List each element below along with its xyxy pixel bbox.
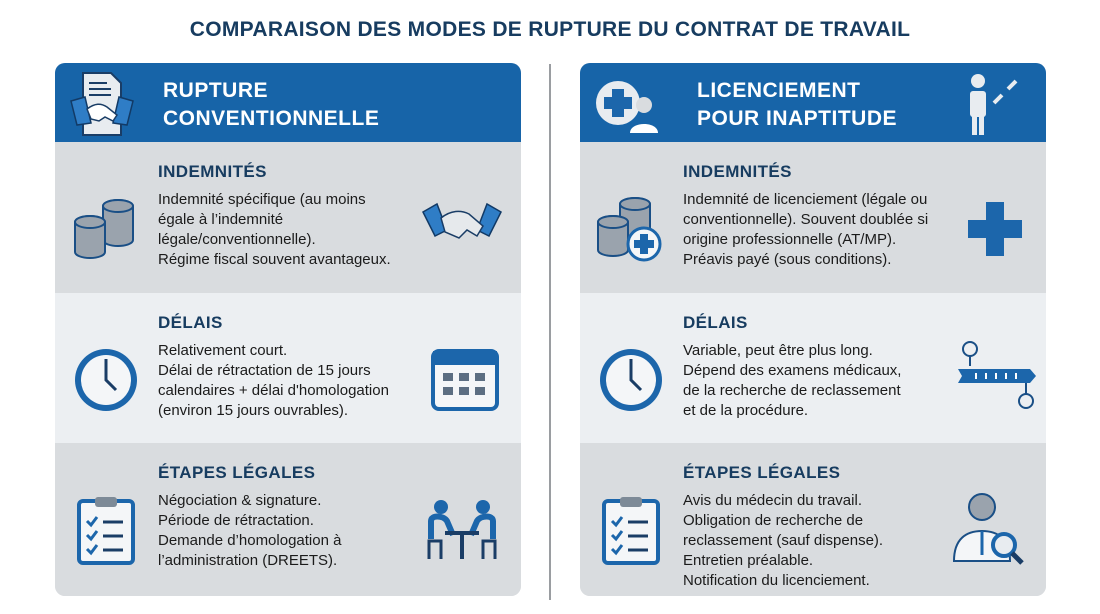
section-heading: DÉLAIS (158, 313, 223, 332)
section-heading: ÉTAPES LÉGALES (683, 463, 841, 482)
medical-cross-icon (956, 188, 1038, 266)
meeting-icon (421, 489, 503, 567)
column-divider (549, 64, 551, 600)
section-indemnites (55, 142, 521, 293)
section-heading: DÉLAIS (683, 313, 748, 332)
coins-medical-icon (596, 194, 666, 264)
section-heading: INDEMNITÉS (683, 162, 792, 181)
section-text: Indemnité de licenciement (légale ou conventionnelle). Souvent doublée si origine professionnelle (AT/MP). Préavis payé (sous conditions). (683, 191, 929, 268)
document-handshake-icon (69, 69, 135, 137)
section-heading: INDEMNITÉS (158, 162, 267, 181)
card-title: RUPTURE CONVENTIONNELLE (163, 79, 380, 130)
card-title: LICENCIEMENT POUR INAPTITUDE (697, 79, 898, 130)
clock-icon (71, 345, 141, 415)
checklist-icon (596, 495, 666, 565)
card-rupture-conventionnelle (55, 63, 521, 596)
coins-icon (71, 194, 141, 264)
section-heading: ÉTAPES LÉGALES (158, 463, 316, 482)
section-text: Indemnité spécifique (au moins égale à l’indemnité légale/conventionnelle). Régime fiscal souvent avantageux. (158, 191, 391, 268)
calendar-icon (421, 339, 503, 417)
section-delais (580, 293, 1046, 443)
handshake-icon (421, 188, 503, 266)
timeline-icon (956, 339, 1038, 417)
page-title: COMPARAISON DES MODES DE RUPTURE DU CONTRAT DE TRAVAIL (189, 18, 911, 41)
person-broken-chain-icon (964, 69, 1024, 137)
clock-icon (596, 345, 666, 415)
section-etapes-legales (580, 443, 1046, 596)
section-indemnites (580, 142, 1046, 293)
section-text: Négociation & signature. Période de rétractation. Demande d’homologation à l’administration (DREETS). (158, 492, 342, 569)
section-text: Relativement court. Délai de rétractation de 15 jours calendaires + délai d'homologation (environ 15 jours ouvrables). (158, 342, 389, 419)
section-etapes-legales (55, 443, 521, 596)
medical-doctor-icon (594, 69, 660, 137)
section-delais (55, 293, 521, 443)
section-text: Avis du médecin du travail. Obligation de recherche de reclassement (sauf dispense). Entretien préalable. Notification du licenciement. (683, 492, 884, 589)
card-header (580, 63, 1046, 142)
card-licenciement-inaptitude (580, 63, 1046, 596)
card-header (55, 63, 521, 142)
section-text: Variable, peut être plus long. Dépend des examens médicaux, de la recherche de reclassement et de la procédure. (683, 342, 902, 419)
doctor-search-icon (946, 489, 1028, 567)
checklist-icon (71, 495, 141, 565)
